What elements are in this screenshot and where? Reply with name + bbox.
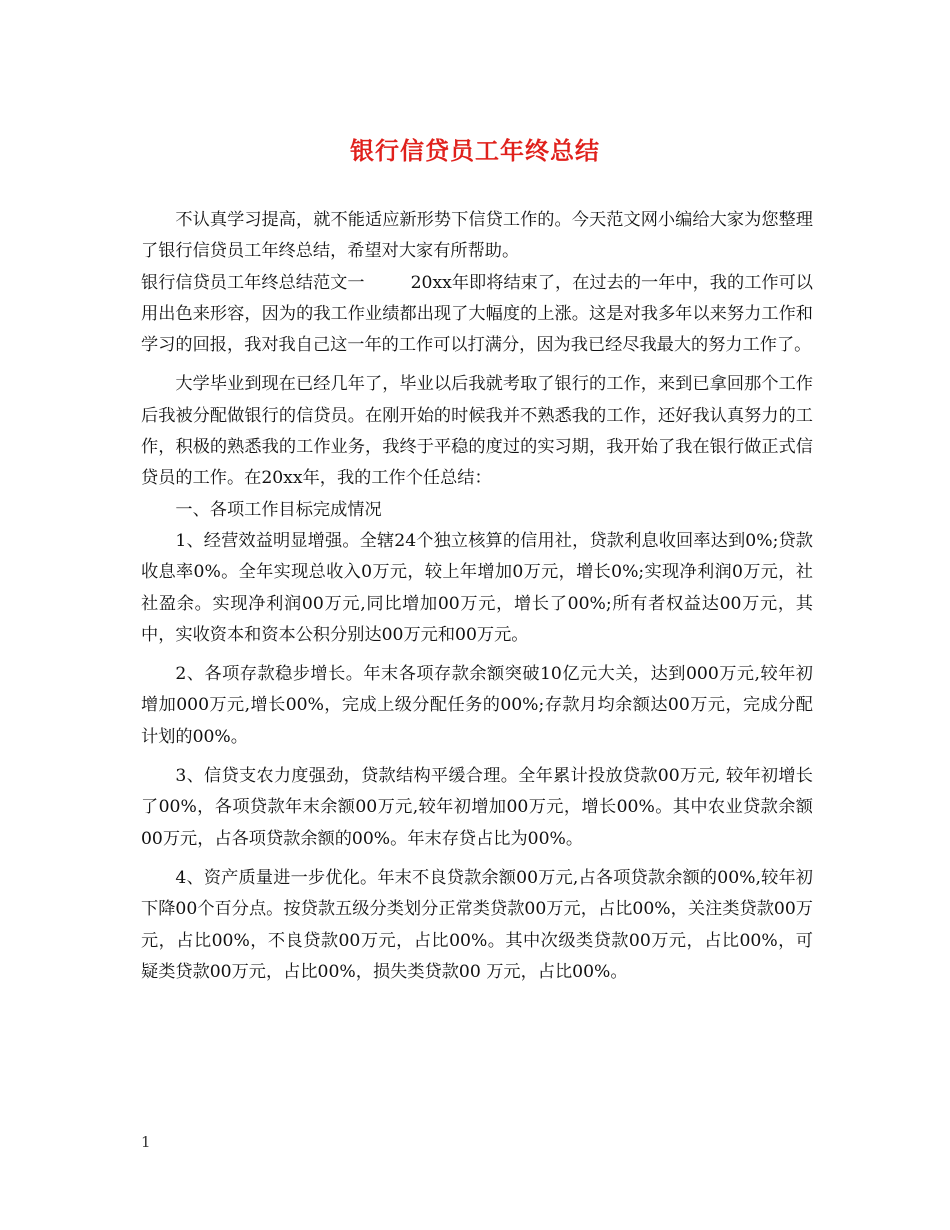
intro-paragraph: 不认真学习提高，就不能适应新形势下信贷工作的。今天范文网小编给大家为您整理了银行信贷员工年终总结，希望对大家有所帮助。	[141, 210, 813, 262]
list-item-3: 3、信贷支农力度强劲，贷款结构平缓合理。全年累计投放贷款00万元, 较年初增长了00%，各项贷款年末余额00万元,较年初增加00万元，增长00%。其中农业贷款余额00万元，占各项贷款余额的00%。年末存贷占比为00%。	[141, 766, 813, 849]
list-item-4: 4、资产质量进一步优化。年末不良贷款余额00万元,占各项贷款余额的00%,较年初下降00个百分点。按贷款五级分类划分正常类贷款00万元，占比00%，关注类贷款00万元，占比00%，不良贷款00万元，占比00%。其中次级类贷款00万元，占比00%，可疑类贷款00万元，占比00%，损失类贷款00 万元，占比00%。	[141, 867, 813, 982]
sample-first-text: 20xx年即将结束了，在过去的一年中，我的工作可以用出色来形容，因为的我工作业绩都出现了大幅度的上涨。这是对我多年以来努力工作和学习的回报，我对我自己这一年的工作可以打满分，因为我已经尽我最大的努力工作了。	[141, 272, 813, 356]
page-number: 1	[141, 1133, 151, 1151]
list-item-2: 2、各项存款稳步增长。年末各项存款余额突破10亿元大关，达到000万元,较年初增加000万元,增长00%，完成上级分配任务的00%;存款月均余额达00万元，完成分配计划的00%。	[141, 664, 813, 747]
document-body	[141, 205, 813, 988]
sample-paragraph	[141, 268, 813, 362]
document-title: 银行信贷员工年终总结	[350, 136, 600, 165]
sample-heading: 银行信贷员工年终总结范文一	[141, 272, 365, 293]
section-heading-1: 一、各项工作目标完成情况	[175, 499, 382, 520]
list-item-1: 1、经营效益明显增强。全辖24个独立核算的信用社，贷款利息收回率达到0%;贷款收息率0%。全年实现总收入0万元，较上年增加0万元，增长0%;实现净利润0万元，社社盈余。实现净利润00万元,同比增加00万元，增长了00%;所有者权益达00万元，其中，实收资本和资本公积分别达00万元和00万元。	[141, 530, 813, 645]
paragraph-2: 大学毕业到现在已经几年了，毕业以后我就考取了银行的工作，来到已拿回那个工作后我被分配做银行的信贷员。在刚开始的时候我并不熟悉我的工作，还好我认真努力的工作，积极的熟悉我的工作业务，我终于平稳的度过的实习期，我开始了我在银行做正式信贷员的工作。在20xx年，我的工作个任总结：	[141, 374, 813, 489]
